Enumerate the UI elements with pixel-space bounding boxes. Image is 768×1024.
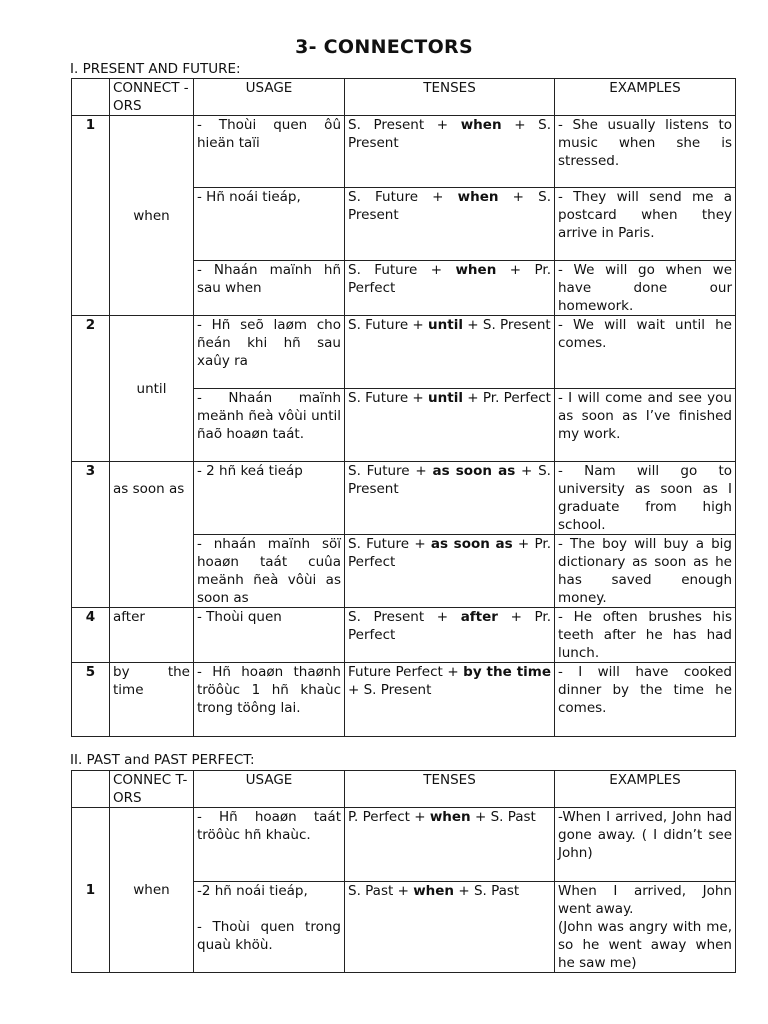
usage-cell: - Thoùi quen: [194, 608, 345, 663]
example-line: When I arrived, John went away.: [558, 883, 732, 917]
table-row: [72, 663, 736, 737]
usage-cell: - Hñ hoaøn thaønh tröôùc 1 hñ khaùc trong töông lai.: [194, 663, 345, 737]
connector-after: after: [110, 608, 194, 663]
table-row: [72, 116, 736, 188]
header-usage: USAGE: [194, 79, 345, 116]
usage-cell: - Nhaán maïnh meänh ñeà vôùi until ñaõ hoaøn taát.: [194, 389, 345, 462]
tenses-cell: S. Present + after + Pr. Perfect: [345, 608, 555, 663]
tenses-cell: S. Past + when + S. Past: [345, 882, 555, 973]
tenses-cell: S. Future + as soon as + S. Present: [345, 462, 555, 535]
example-cell: -When I arrived, John had gone away. ( I didn’t see John): [555, 808, 736, 882]
header-tenses: TENSES: [345, 79, 555, 116]
row-number: 4: [72, 608, 110, 663]
row-number: 5: [72, 663, 110, 737]
section-present-future-heading: I. PRESENT AND FUTURE:: [70, 61, 241, 77]
example-cell: - He often brushes his teeth after he has had lunch.: [555, 608, 736, 663]
usage-cell: - Thoùi quen ôû hieän taïi: [194, 116, 345, 188]
usage-cell: - Hñ noái tieáp,: [194, 188, 345, 261]
header-number: [72, 771, 110, 808]
tenses-cell: P. Perfect + when + S. Past: [345, 808, 555, 882]
example-cell: - They will send me a postcard when they arrive in Paris.: [555, 188, 736, 261]
header-examples: EXAMPLES: [555, 771, 736, 808]
tenses-cell: Future Perfect + by the time + S. Present: [345, 663, 555, 737]
connector-when: when: [110, 808, 194, 973]
table-header-row: [72, 771, 736, 808]
tenses-cell: S. Future + when + Pr. Perfect: [345, 261, 555, 316]
tenses-cell: S. Present + when + S. Present: [345, 116, 555, 188]
tenses-cell: S. Future + when + S. Present: [345, 188, 555, 261]
tenses-cell: S. Future + until + S. Present: [345, 316, 555, 389]
page-title: 3- CONNECTORS: [295, 36, 473, 58]
example-cell: - I will have cooked dinner by the time he comes.: [555, 663, 736, 737]
connector-until: until: [110, 316, 194, 462]
usage-cell: [194, 882, 345, 973]
header-usage: USAGE: [194, 771, 345, 808]
connector-as-soon-as: as soon as: [110, 462, 194, 608]
row-number: 2: [72, 316, 110, 462]
section-past-heading: II. PAST and PAST PERFECT:: [70, 752, 255, 768]
table-row: [72, 808, 736, 882]
table-row: [72, 316, 736, 389]
row-number: 1: [72, 116, 110, 316]
table-row: [72, 608, 736, 663]
example-line: (John was angry with me, so he went away when he saw me): [558, 919, 732, 971]
tenses-cell: S. Future + as soon as + Pr. Perfect: [345, 535, 555, 608]
header-number: [72, 79, 110, 116]
example-cell: - We will wait until he comes.: [555, 316, 736, 389]
example-cell: - Nam will go to university as soon as I graduate from high school.: [555, 462, 736, 535]
example-cell: - She usually listens to music when she is stressed.: [555, 116, 736, 188]
usage-line: -2 hñ noái tieáp,: [197, 883, 308, 899]
connector-by-the-time: by the time: [110, 663, 194, 737]
header-examples: EXAMPLES: [555, 79, 736, 116]
usage-cell: - Hñ hoaøn taát tröôùc hñ khaùc.: [194, 808, 345, 882]
header-connectors: CONNEC T-ORS: [110, 771, 194, 808]
row-number: 1: [72, 808, 110, 973]
example-cell: - I will come and see you as soon as I’ve finished my work.: [555, 389, 736, 462]
connector-when: when: [110, 116, 194, 316]
table-header-row: [72, 79, 736, 116]
header-tenses: TENSES: [345, 771, 555, 808]
present-future-table: [71, 78, 736, 737]
usage-cell: - nhaán maïnh söï hoaøn taát cuûa meänh ñeà vôùi as soon as: [194, 535, 345, 608]
tenses-cell: S. Future + until + Pr. Perfect: [345, 389, 555, 462]
usage-cell: - 2 hñ keá tieáp: [194, 462, 345, 535]
header-connectors: CONNECT -ORS: [110, 79, 194, 116]
example-cell: - The boy will buy a big dictionary as soon as he has saved enough money.: [555, 535, 736, 608]
row-number: 3: [72, 462, 110, 608]
past-table: [71, 770, 736, 973]
usage-cell: - Hñ seõ laøm cho ñeán khi hñ sau xaûy ra: [194, 316, 345, 389]
example-cell: [555, 882, 736, 973]
usage-line: - Thoùi quen trong quaù khöù.: [197, 919, 341, 953]
table-row: [72, 462, 736, 535]
example-cell: - We will go when we have done our homework.: [555, 261, 736, 316]
usage-cell: - Nhaán maïnh hñ sau when: [194, 261, 345, 316]
